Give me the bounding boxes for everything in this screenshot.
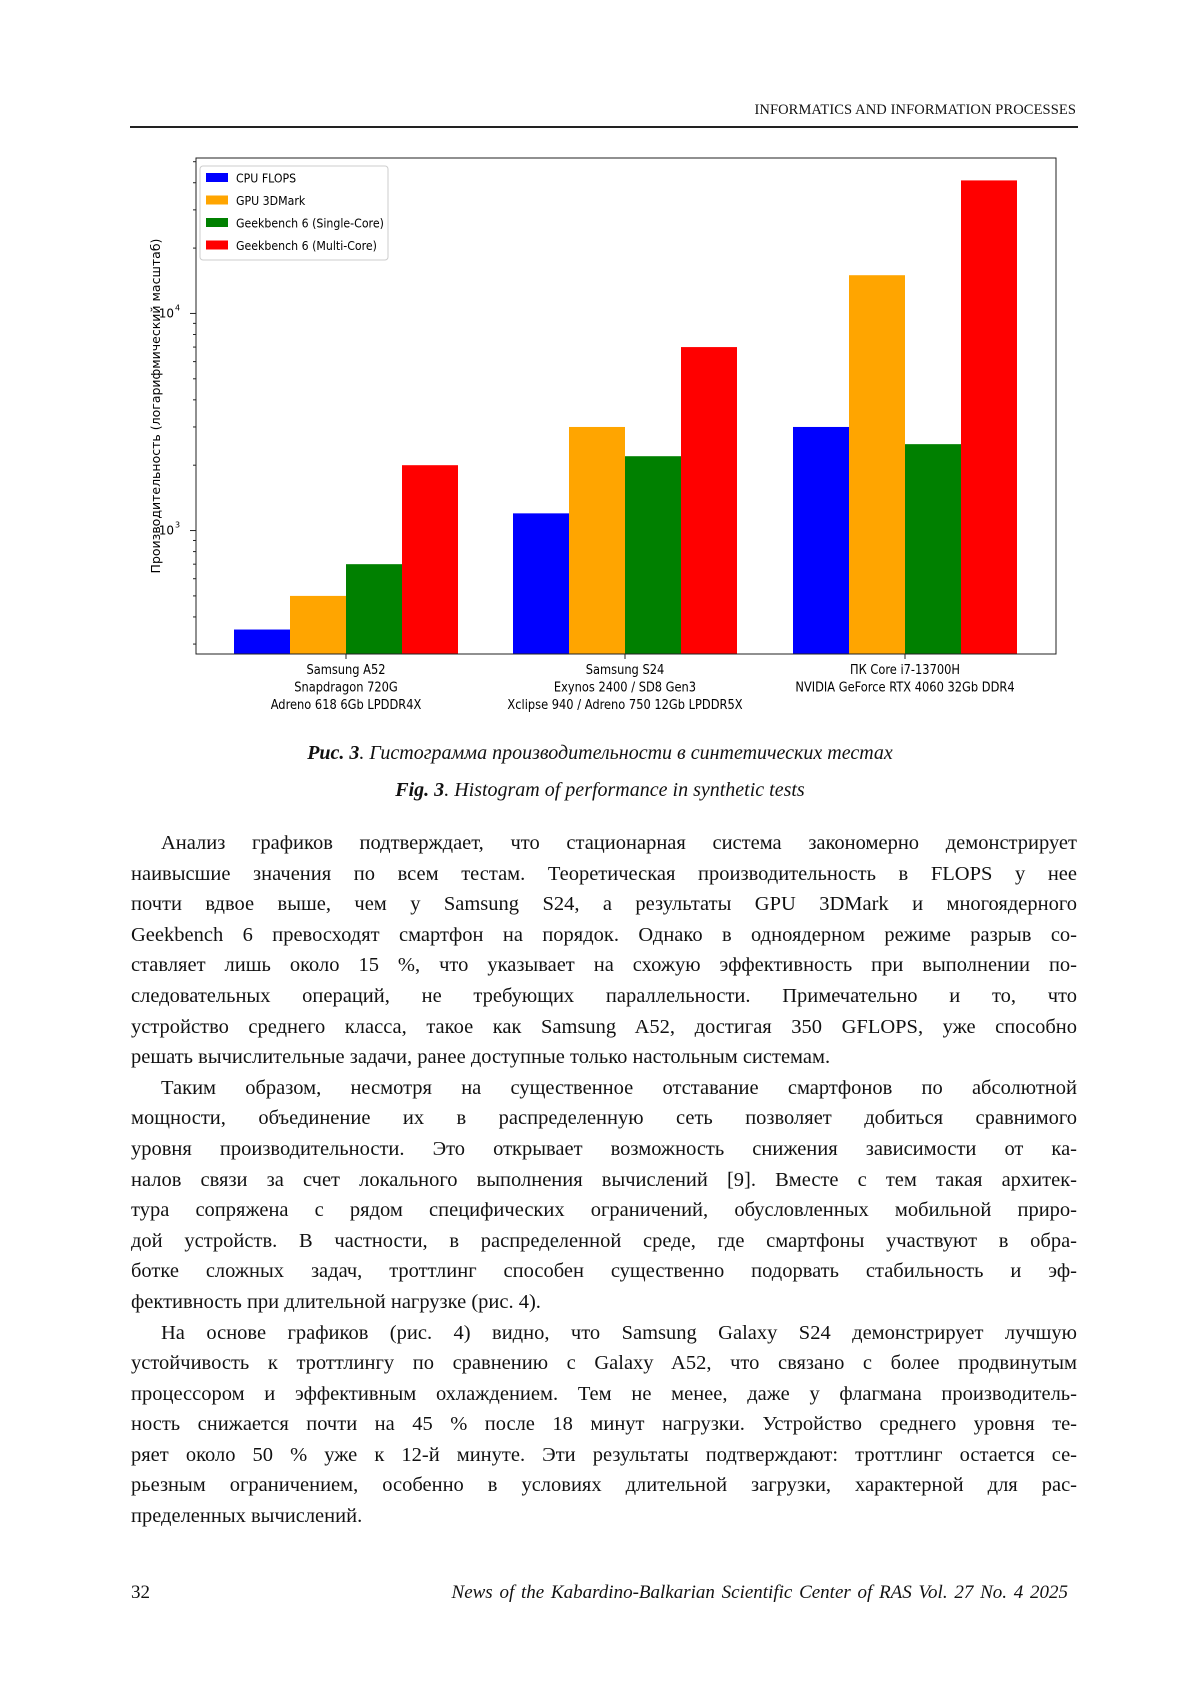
bar-cpu-flops (513, 513, 569, 654)
caption-text-ru: . Гистограмма производительности в синтетических тестах (359, 742, 892, 764)
x-tick-label: Snapdragon 720G (294, 680, 398, 695)
text-line: устройство среднего класса, такое как Samsung A52, достигая 350 GFLOPS, уже способно (131, 1012, 1077, 1043)
text-line: Таким образом, несмотря на существенное отставание смартфонов по абсолютной (131, 1073, 1077, 1104)
body-text (131, 828, 1077, 1532)
text-line: тура сопряжена с рядом специфических ограничений, обусловленных мобильной приро- (131, 1195, 1077, 1226)
text-line: пределенных вычислений. (131, 1501, 1077, 1532)
x-tick-label: Samsung A52 (306, 662, 385, 677)
text-line: ставляет лишь около 15 %, что указывает на схожую эффективность при выполнении по- (131, 950, 1077, 981)
y-tick-exponent: 4 (175, 303, 180, 312)
bar-gpu-3dmark (290, 596, 346, 654)
running-header: INFORMATICS AND INFORMATION PROCESSES (754, 102, 1076, 119)
figure-caption-ru (0, 742, 1200, 765)
legend-label: CPU FLOPS (236, 171, 296, 186)
y-axis-label: Производительность (логарифмический масштаб) (148, 239, 163, 574)
legend-swatch (206, 241, 228, 250)
x-tick-label: Adreno 618 6Gb LPDDR4X (271, 697, 422, 712)
bar-geekbench-6-single-core- (625, 456, 681, 654)
text-line: Geekbench 6 превосходят смартфон на порядок. Однако в одноядерном режиме разрыв со- (131, 920, 1077, 951)
y-tick-exponent: 3 (175, 521, 180, 530)
journal-footer: News of the Kabardino-Balkarian Scientific Center of RAS Vol. 27 No. 4 2025 (452, 1582, 1068, 1604)
caption-text-en: . Histogram of performance in synthetic tests (444, 779, 805, 801)
legend-swatch (206, 173, 228, 182)
text-line: почти вдвое выше, чем у Samsung S24, а результаты GPU 3DMark и многоядерного (131, 889, 1077, 920)
text-line: рьезным ограничением, особенно в условиях длительной загрузки, характерной для рас- (131, 1470, 1077, 1501)
bar-geekbench-6-multi-core- (961, 180, 1017, 654)
text-line: следовательных операций, не требующих параллельности. Примечательно и то, что (131, 981, 1077, 1012)
text-line: Анализ графиков подтверждает, что стационарная система закономерно демонстрирует (131, 828, 1077, 859)
performance-bar-chart (0, 0, 1200, 740)
y-tick-label: 10 (159, 306, 174, 320)
page-number: 32 (131, 1582, 150, 1604)
legend-label: Geekbench 6 (Single-Core) (236, 216, 384, 231)
text-line: решать вычислительные задачи, ранее доступные только настольным системам. (131, 1042, 1077, 1073)
bar-geekbench-6-multi-core- (402, 465, 458, 654)
bar-gpu-3dmark (569, 427, 625, 654)
x-tick-label: Samsung S24 (586, 662, 665, 677)
x-tick-label: Xclipse 940 / Adreno 750 12Gb LPDDR5X (507, 697, 742, 712)
text-line: ность снижается почти на 45 % после 18 минут нагрузки. Устройство среднего уровня те- (131, 1409, 1077, 1440)
figure-caption-en (0, 779, 1200, 802)
text-line: фективность при длительной нагрузке (рис. 4). (131, 1287, 1077, 1318)
bar-cpu-flops (793, 427, 849, 654)
text-line: ряет около 50 % уже к 12-й минуте. Эти результаты подтверждают: троттлинг остается се- (131, 1440, 1077, 1471)
legend-label: Geekbench 6 (Multi-Core) (236, 238, 377, 253)
legend-swatch (206, 218, 228, 227)
x-tick-label: ПК Core i7-13700H (850, 662, 960, 677)
legend-swatch (206, 196, 228, 205)
text-line: устойчивость к троттлингу по сравнению с Galaxy A52, что связано с более продвинутым (131, 1348, 1077, 1379)
text-line: ботке сложных задач, троттлинг способен существенно подорвать стабильность и эф- (131, 1256, 1077, 1287)
bar-cpu-flops (234, 630, 290, 654)
text-line: налов связи за счет локального выполнения вычислений [9]. Вместе с тем такая архитек- (131, 1165, 1077, 1196)
text-line: дой устройств. В частности, в распределенной среде, где смартфоны участвуют в обра- (131, 1226, 1077, 1257)
caption-label-en: Fig. 3 (395, 779, 444, 801)
x-tick-label: NVIDIA GeForce RTX 4060 32Gb DDR4 (795, 680, 1014, 695)
bar-geekbench-6-single-core- (905, 444, 961, 654)
x-tick-label: Exynos 2400 / SD8 Gen3 (554, 680, 696, 695)
caption-label-ru: Рис. 3 (307, 742, 359, 764)
bar-geekbench-6-single-core- (346, 564, 402, 654)
text-line: процессором и эффективным охлаждением. Тем не менее, даже у флагмана производитель- (131, 1379, 1077, 1410)
bar-gpu-3dmark (849, 275, 905, 654)
legend-label: GPU 3DMark (236, 193, 305, 208)
text-line: На основе графиков (рис. 4) видно, что Samsung Galaxy S24 демонстрирует лучшую (131, 1318, 1077, 1349)
text-line: уровня производительности. Это открывает возможность снижения зависимости от ка- (131, 1134, 1077, 1165)
y-tick-label: 10 (159, 524, 174, 538)
text-line: мощности, объединение их в распределенную сеть позволяет добиться сравнимого (131, 1103, 1077, 1134)
bar-geekbench-6-multi-core- (681, 347, 737, 654)
text-line: наивысшие значения по всем тестам. Теоретическая производительность в FLOPS у нее (131, 859, 1077, 890)
